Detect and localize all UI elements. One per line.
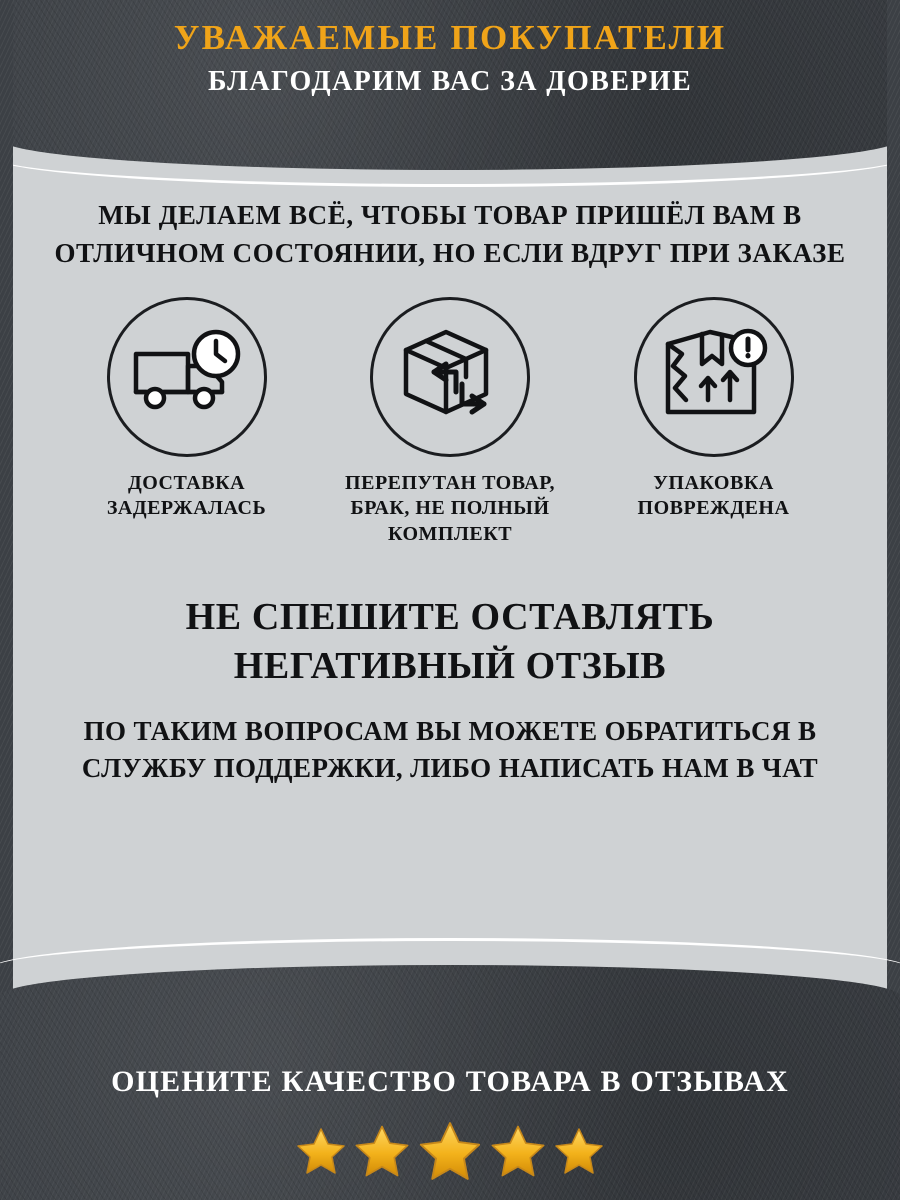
damaged-package-icon [658, 322, 770, 431]
header [0, 18, 900, 99]
main-content [13, 196, 887, 788]
issue-item-wrong-item [333, 297, 568, 548]
rating-stars [0, 1118, 900, 1184]
issue-caption: ДОСТАВКА ЗАДЕРЖАЛАСЬ [106, 471, 267, 520]
delivery-truck-clock-icon [128, 324, 246, 429]
star-icon [353, 1122, 411, 1180]
headline: НЕ СПЕШИТЕ ОСТАВЛЯТЬ НЕГАТИВНЫЙ ОТЗЫВ [185, 596, 715, 688]
star-icon [295, 1125, 347, 1177]
star-icon [417, 1118, 483, 1184]
issue-caption: ПЕРЕПУТАН ТОВАР, БРАК, НЕ ПОЛНЫЙ КОМПЛЕКТ [345, 471, 555, 545]
support-text: ПО ТАКИМ ВОПРОСАМ ВЫ МОЖЕТЕ ОБРАТИТЬСЯ В СЛУЖБУ ПОДДЕРЖКИ, ЛИБО НАПИСАТЬ НАМ В ЧАТ [81, 715, 819, 784]
footer [0, 1063, 900, 1200]
lead-paragraph: МЫ ДЕЛАЕМ ВСЁ, ЧТОБЫ ТОВАР ПРИШЁЛ ВАМ В ОТЛИЧНОМ СОСТОЯНИИ, НО ЕСЛИ ВДРУГ ПРИ ЗАКАЗЕ [54, 200, 846, 269]
issue-item-damaged-package [596, 297, 831, 522]
star-icon [553, 1125, 605, 1177]
box-return-arrow-icon [388, 320, 512, 433]
header-title: УВАЖАЕМЫЕ ПОКУПАТЕЛИ [173, 18, 727, 57]
issue-item-delivery-delay [69, 297, 304, 522]
star-icon [489, 1122, 547, 1180]
icon-circle [634, 297, 794, 457]
footer-text: ОЦЕНИТЕ КАЧЕСТВО ТОВАРА В ОТЗЫВАХ [111, 1064, 789, 1098]
icon-circle [107, 297, 267, 457]
issue-caption: УПАКОВКА ПОВРЕЖДЕНА [637, 471, 790, 520]
icon-circle [370, 297, 530, 457]
issue-icons-row [13, 297, 887, 548]
header-subtitle: БЛАГОДАРИМ ВАС ЗА ДОВЕРИЕ [207, 66, 693, 98]
